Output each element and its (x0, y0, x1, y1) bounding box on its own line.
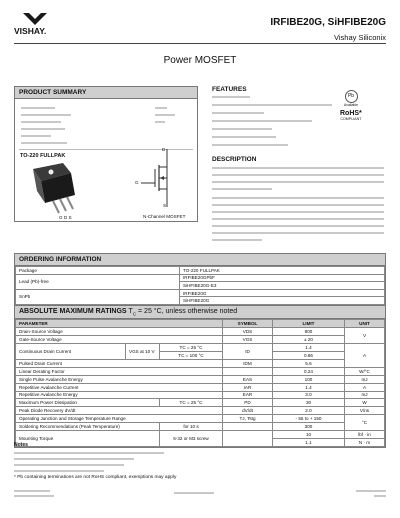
limit-cell: 0.24 (273, 367, 345, 375)
table-row (16, 367, 385, 375)
ordering-value: IRFIBE20G (180, 289, 385, 297)
features-title: FEATURES (212, 86, 247, 93)
param-cell: Drain-Source Voltage (16, 328, 223, 336)
to220-package-image (27, 161, 97, 219)
table-row (16, 375, 385, 383)
table-row (16, 383, 385, 391)
param-cell: Repetitive Avalanche Current (16, 383, 223, 391)
part-numbers: IRFIBE20G, SiHFIBE20G (270, 17, 386, 28)
column-header: PARAMETER (16, 320, 223, 328)
symbol-cell: IAR (223, 383, 273, 391)
ordering-information-box (14, 253, 386, 306)
table-row (16, 407, 385, 415)
table-row (16, 289, 385, 297)
table-row (16, 344, 385, 352)
table-row (16, 391, 385, 399)
param-cell: Repetitive Avalanche Energy (16, 391, 223, 399)
cond-cell: TC = 100 °C (160, 352, 223, 360)
summary-text-lines (15, 99, 197, 149)
limit-cell: 800 (273, 328, 345, 336)
rohs-label: RoHS* (340, 110, 362, 117)
notes-section (14, 442, 386, 480)
ordering-value: TO-220 FULLPAK (180, 267, 385, 275)
ordering-information-title: ORDERING INFORMATION (15, 254, 385, 266)
description-title: DESCRIPTION (212, 156, 257, 163)
symbol-cell (223, 423, 273, 431)
cond-cell: 6-32 or M3 screw (160, 430, 223, 446)
symbol-cell: PD (223, 399, 273, 407)
table-row (16, 267, 385, 275)
symbol-cell: VDS (223, 328, 273, 336)
table-row (16, 359, 385, 367)
limit-cell: - 55 to + 150 (273, 415, 345, 423)
unit-cell: N · m (345, 438, 385, 446)
cond-cell: for 10 s (160, 423, 223, 431)
pin-d-label: D (162, 147, 166, 152)
absolute-max-ratings-table (15, 319, 385, 446)
symbol-cell: TJ, Tstg (223, 415, 273, 423)
mosfet-label: N-Channel MOSFET (143, 214, 186, 219)
logo-triangle-inner-icon (29, 13, 41, 19)
product-summary-title: PRODUCT SUMMARY (15, 87, 197, 99)
limit-cell: 5.6 (273, 359, 345, 367)
limit-cell: 10 (273, 430, 345, 438)
manufacturer: Vishay Siliconix (334, 33, 386, 42)
column-header: LIMIT (273, 320, 345, 328)
sub-cond-cell: VGS at 10 V (126, 344, 160, 360)
column-header: UNIT (345, 320, 385, 328)
table-row (16, 415, 385, 423)
limit-cell: 30 (273, 399, 345, 407)
table-row (16, 328, 385, 336)
symbol-cell: ID (223, 344, 273, 360)
notes-footnote: * Pb containing terminations are not RoHS compliant, exemptions may apply (14, 475, 177, 480)
header-rule (14, 43, 386, 44)
unit-cell: W (345, 399, 385, 407)
unit-cell: V (345, 328, 385, 344)
absolute-max-ratings-title (15, 306, 385, 319)
symbol-cell: IDM (223, 359, 273, 367)
param-cell: Operating Junction and Storage Temperature Range (16, 415, 223, 423)
table-row (16, 430, 385, 438)
table-row (16, 336, 385, 344)
rohs-compliant-label: COMPLIANT (340, 117, 362, 121)
description-text-lines (212, 167, 386, 247)
unit-cell: mJ (345, 391, 385, 399)
limit-cell: 2.0 (273, 407, 345, 415)
param-cell: Linear Derating Factor (16, 367, 223, 375)
param-cell: Peak Diode Recovery dV/dt (16, 407, 223, 415)
param-cell: Soldering Recommendations (Peak Temperature) (16, 423, 160, 431)
n-channel-mosfet-symbol-icon (137, 147, 187, 209)
symbol-cell: EAS (223, 375, 273, 383)
pin-g-label: G (135, 180, 139, 185)
unit-cell: A (345, 383, 385, 391)
param-cell: Gate-Source Voltage (16, 336, 223, 344)
ordering-label: Lead (Pb)-free (16, 274, 180, 289)
ordering-value: SiHFIBE20G-E3 (180, 282, 385, 290)
table-row (16, 274, 385, 282)
amr-title-cond: $T_C = 25$ °C, unless otherwise noted (128, 308, 238, 317)
document-title: Power MOSFET (163, 55, 237, 66)
symbol-cell: VGS (223, 336, 273, 344)
unit-cell: V/ns (345, 407, 385, 415)
ordering-label: SnPb (16, 289, 180, 304)
param-cell: Pulsed Drain Current (16, 359, 223, 367)
param-cell: Mounting Torque (16, 430, 160, 446)
table-header-row (16, 320, 385, 328)
column-header: SYMBOL (223, 320, 273, 328)
footer (14, 488, 386, 500)
product-summary-box (14, 86, 198, 222)
unit-cell: A (345, 344, 385, 368)
amr-title-text: ABSOLUTE MAXIMUM RATINGS (19, 308, 127, 315)
unit-cell: W/°C (345, 367, 385, 375)
ordering-label: Package (16, 267, 180, 275)
logo-text: VISHAY. (14, 26, 47, 36)
limit-cell: 1.4 (273, 344, 345, 352)
ordering-value: SiHFIBE20G (180, 297, 385, 305)
unit-cell: °C (345, 415, 385, 431)
vishay-logo (14, 13, 56, 37)
table-row (16, 423, 385, 431)
cond-cell: TC = 25 °C (160, 344, 223, 352)
limit-cell: 3.0 (273, 391, 345, 399)
pin-s-label: S (163, 203, 167, 208)
symbol-cell (223, 367, 273, 375)
symbol-cell: dV/dt (223, 407, 273, 415)
limit-cell: 1.4 (273, 383, 345, 391)
table-row (16, 399, 385, 407)
param-cell: Maximum Power Dissipation (16, 399, 160, 407)
limit-cell: 100 (273, 375, 345, 383)
param-cell: Continuous Drain Current (16, 344, 126, 360)
package-label: TO-220 FULLPAK (20, 153, 66, 159)
symbol-cell: EAR (223, 391, 273, 399)
unit-cell: lbf · in (345, 430, 385, 438)
absolute-max-ratings-box (14, 305, 386, 448)
limit-cell: 0.86 (273, 352, 345, 360)
limit-cell: 1.1 (273, 438, 345, 446)
cond-cell: TC = 25 °C (160, 399, 223, 407)
ordering-table (15, 266, 385, 305)
param-cell: Single Pulse Avalanche Energy (16, 375, 223, 383)
package-pin-labels: G D S (59, 215, 72, 220)
pb-free-badge (342, 90, 360, 112)
limit-cell: ± 20 (273, 336, 345, 344)
pb-free-caption: Available (343, 103, 359, 107)
ordering-value: IRFIBE20GPbF (180, 274, 385, 282)
unit-cell: mJ (345, 375, 385, 383)
pb-free-icon: Pb (345, 90, 358, 103)
notes-title: Notes (14, 442, 28, 448)
limit-cell: 300 (273, 423, 345, 431)
rohs-badge (340, 110, 362, 121)
